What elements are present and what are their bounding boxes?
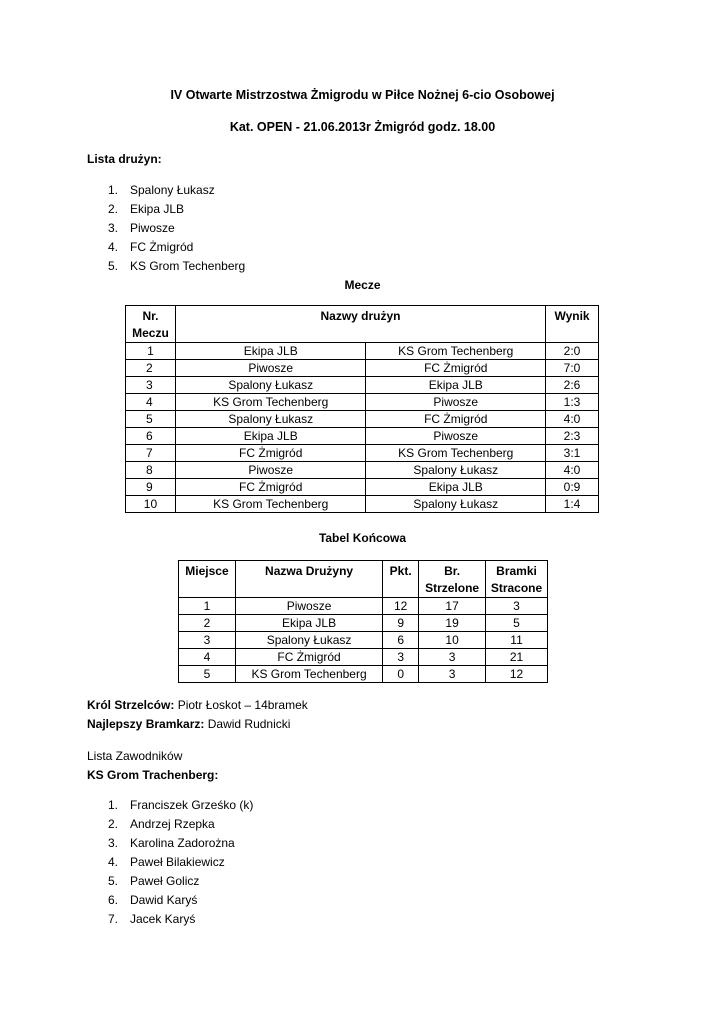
document-subtitle: Kat. OPEN - 21.06.2013r Żmigród godz. 18.00 xyxy=(229,120,496,134)
players-heading: Lista Zawodników xyxy=(87,749,183,763)
column-header-nr: Nr. Meczu xyxy=(126,306,176,343)
document-title: IV Otwarte Mistrzostwa Żmigrodu w Piłce Nożnej 6-cio Osobowej xyxy=(170,88,555,102)
list-item: 6. Dawid Karyś xyxy=(108,893,198,907)
column-header-points: Pkt. xyxy=(383,561,419,598)
best-keeper-line xyxy=(87,717,290,731)
list-item: 2. Andrzej Rzepka xyxy=(108,817,215,831)
table-row: 4 KS Grom Techenberg Piwosze 1:3 xyxy=(126,394,599,411)
list-item: 4. FC Żmigród xyxy=(108,240,194,254)
table-row: 3 Spalony Łukasz 6 10 11 xyxy=(179,632,548,649)
list-item: 1. Spalony Łukasz xyxy=(108,183,215,197)
list-item: 5. KS Grom Techenberg xyxy=(108,259,246,273)
table-header-row xyxy=(179,561,548,598)
list-item: 3. Karolina Zadorożna xyxy=(108,836,235,850)
players-team-name: KS Grom Trachenberg: xyxy=(87,768,219,782)
column-header-place: Miejsce xyxy=(179,561,236,598)
table-row: 2 Piwosze FC Żmigród 7:0 xyxy=(126,360,599,377)
table-row: 6 Ekipa JLB Piwosze 2:3 xyxy=(126,428,599,445)
table-row: 4 FC Żmigród 3 3 21 xyxy=(179,649,548,666)
matches-table xyxy=(125,305,599,513)
top-scorer-value: Piotr Łoskot – 14bramek xyxy=(174,698,308,712)
table-row: 2 Ekipa JLB 9 19 5 xyxy=(179,615,548,632)
table-header-row xyxy=(126,306,599,343)
teams-heading: Lista drużyn: xyxy=(87,152,162,166)
teams-list xyxy=(108,181,245,276)
column-header-teams: Nazwy drużyn xyxy=(175,306,545,343)
column-header-result: Wynik xyxy=(546,306,599,343)
list-item: 4. Paweł Bilakiewicz xyxy=(108,855,225,869)
table-row: 10 KS Grom Techenberg Spalony Łukasz 1:4 xyxy=(126,496,599,513)
best-keeper-value: Dawid Rudnicki xyxy=(204,717,291,731)
column-header-team: Nazwa Drużyny xyxy=(235,561,382,598)
table-row: 1 Piwosze 12 17 3 xyxy=(179,598,548,615)
matches-heading: Mecze xyxy=(344,278,381,292)
table-row: 7 FC Żmigród KS Grom Techenberg 3:1 xyxy=(126,445,599,462)
list-item: 2. Ekipa JLB xyxy=(108,202,185,216)
standings-table xyxy=(178,560,548,683)
table-row: 5 KS Grom Techenberg 0 3 12 xyxy=(179,666,548,683)
standings-heading: Tabel Końcowa xyxy=(318,531,407,545)
column-header-conceded: Bramki Stracone xyxy=(486,561,548,598)
list-item: 7. Jacek Karyś xyxy=(108,912,196,926)
top-scorer-line xyxy=(87,698,308,712)
table-row: 8 Piwosze Spalony Łukasz 4:0 xyxy=(126,462,599,479)
table-row: 5 Spalony Łukasz FC Żmigród 4:0 xyxy=(126,411,599,428)
table-row: 3 Spalony Łukasz Ekipa JLB 2:6 xyxy=(126,377,599,394)
top-scorer-label: Król Strzelców: xyxy=(87,698,175,712)
players-list xyxy=(108,796,253,929)
column-header-scored: Br. Strzelone xyxy=(419,561,486,598)
list-item: 1. Franciszek Grześko (k) xyxy=(108,798,254,812)
list-item: 3. Piwosze xyxy=(108,221,175,235)
table-row: 9 FC Żmigród Ekipa JLB 0:9 xyxy=(126,479,599,496)
list-item: 5. Paweł Golicz xyxy=(108,874,200,888)
best-keeper-label: Najlepszy Bramkarz: xyxy=(87,717,205,731)
table-row: 1 Ekipa JLB KS Grom Techenberg 2:0 xyxy=(126,343,599,360)
